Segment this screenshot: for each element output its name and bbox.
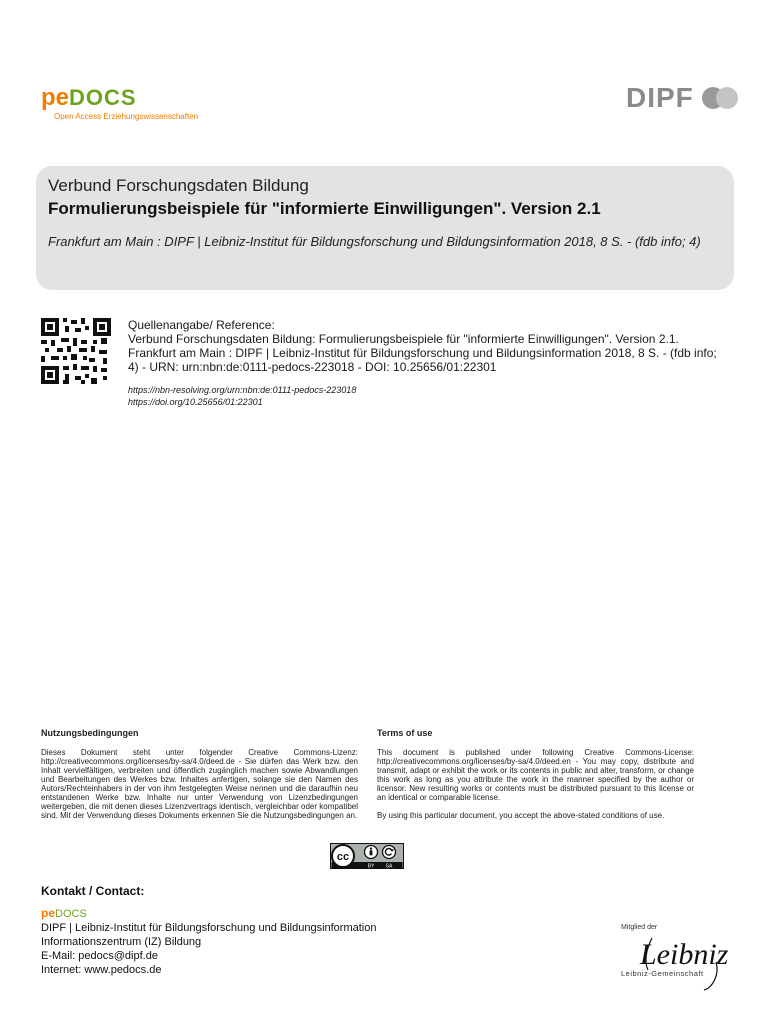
- contact-website[interactable]: Internet: www.pedocs.de: [41, 964, 162, 976]
- contact-block: [41, 884, 376, 977]
- contact-logo-docs: DOCS: [55, 908, 87, 920]
- reference-heading: Quellenangabe/ Reference:: [128, 318, 275, 332]
- reference-text: Verbund Forschungsdaten Bildung: Formulierungsbeispiele für "informierte Einwilligungen". Version 2.1. Frankfurt am Main : DIPF | Leibniz-Institut für Bildungsforschung und Bildungsinformation 2018, 8 S. - (fdb info; 4) - URN: urn:nbn:de:0111-pedocs-223018 - DOI: 10.25656/01:22301: [128, 332, 717, 374]
- cc-by-sa-icon: [330, 843, 404, 869]
- urn-link[interactable]: https://nbn-resolving.org/urn:nbn:de:0111-pedocs-223018: [128, 385, 357, 395]
- terms-german-heading: Nutzungsbedingungen: [41, 728, 139, 738]
- contact-email[interactable]: E-Mail: pedocs@dipf.de: [41, 950, 158, 962]
- pedocs-logo-pe: pe: [41, 84, 70, 111]
- contact-heading: Kontakt / Contact:: [41, 884, 145, 898]
- dipf-logo: [626, 82, 738, 114]
- citation-reference: [128, 318, 718, 408]
- title-block: [36, 166, 734, 290]
- terms-english-body: This document is published under following Creative Commons-License: http://creativecommons.org/licenses/by-sa/4.0/deed.en - You may copy, distribute and transmit, adapt or exhibit the work or its contents in public and alter, transform, or change this work as long as you attribute the work in the manner specified by the author or licensor. New resulting works or contents must be distributed pursuant to this license or an identical or comparable license.: [377, 748, 694, 802]
- contact-department: Informationszentrum (IZ) Bildung: [41, 936, 202, 948]
- leibniz-script: Leibniz: [640, 938, 729, 971]
- pedocs-logo: [41, 84, 198, 121]
- contact-pedocs-logo: [41, 906, 376, 921]
- cc-badge-sa: SA: [385, 863, 393, 869]
- terms-german: [41, 729, 358, 829]
- contact-logo-pe: pe: [41, 906, 56, 920]
- contact-institution: DIPF | Leibniz-Institut für Bildungsforschung und Bildungsinformation: [41, 922, 377, 934]
- terms-english-acceptance: By using this particular document, you accept the above-stated conditions of use.: [377, 811, 665, 820]
- series-title: Verbund Forschungsdaten Bildung: [48, 176, 309, 195]
- pedocs-tagline: Open Access Erziehungswissenschaften: [54, 112, 199, 121]
- leibniz-org-label: Leibniz-Gemeinschaft: [621, 969, 704, 978]
- dipf-logo-text: DIPF: [626, 82, 694, 113]
- terms-english: [377, 729, 694, 829]
- document-imprint: Frankfurt am Main : DIPF | Leibniz-Institut für Bildungsforschung und Bildungsinformation 2018, 8 S. - (fdb info; 4): [48, 234, 701, 249]
- terms-german-body: Dieses Dokument steht unter folgender Creative Commons-Lizenz: http://creativecommons.org/licenses/by-sa/4.0/deed.de - Sie dürfen das Werk bzw. den Inhalt vervielfältigen, verbreiten und öffentlich zugänglich machen sowie Abwandlungen und Bearbeitungen des Werkes bzw. Inhaltes anfertigen, solange sie den Namen des Autors/Rechteinhabers in der von ihm festgelegten Weise nennen und die daraufhin neu entstandenen Werke bzw. Inhalte nur unter Verwendung von Lizenzbedingungen weitergeben, die mit denen dieses Lizenzvertrags identisch, vergleichbar oder kompatibel sind. Mit der Verwendung dieses Dokuments erkennen Sie die Nutzungsbedingungen an.: [41, 748, 358, 820]
- cc-badge-cc: cc: [336, 851, 350, 863]
- leibniz-member-label: Mitglied der: [621, 924, 658, 931]
- cc-badge-by: BY: [367, 863, 375, 869]
- dipf-circle-right: [716, 87, 738, 109]
- pedocs-logo-docs: DOCS: [69, 85, 137, 110]
- terms-english-heading: Terms of use: [377, 728, 433, 738]
- leibniz-logo: [620, 920, 735, 992]
- qr-code-icon: [41, 318, 111, 384]
- document-title: Formulierungsbeispiele für "informierte Einwilligungen". Version 2.1: [48, 199, 601, 218]
- doi-link[interactable]: https://doi.org/10.25656/01:22301: [128, 397, 263, 407]
